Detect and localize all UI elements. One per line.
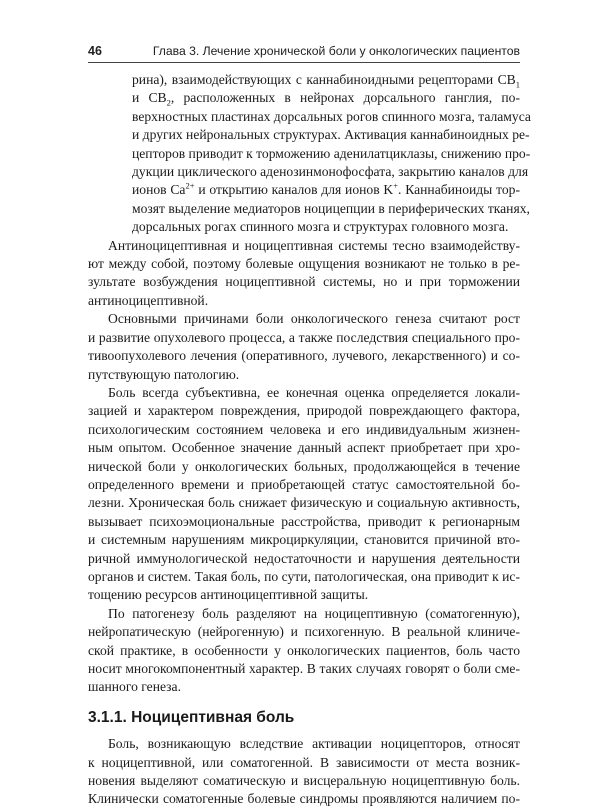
paragraph: Боль, возникающую вследствие активации ноцицепторов, относят к ноцицептивной, или соматогенной. В зависимости от места возник- новения выделяют соматическую и висцеральную ноцицептивную боль. Клинически соматогенные болевые синдромы проявляются наличием по-: [88, 736, 520, 807]
text-line: дукции циклического аденозинмонофосфата, закрытию каналов для: [132, 164, 529, 180]
paragraph: По патогенезу боль разделяют на ноцицептивную (соматогенную), нейропатическую (нейрогенную) и психогенную. В реальной клиниче- ской практике, в особенности у онкологических пациентов, боль часто носит многокомпонентный характер. В таких случаях говорят о боли сме- шанного генеза.: [88, 605, 520, 695]
text-line: ионов $Ca^{2+}$ и открытию каналов для ионов K+. Каннабиноиды тор-: [132, 180, 520, 198]
quote-block: [88, 71, 531, 237]
paragraph: Антиноцицептивная и ноцицептивная системы тесно взаимодейству- ют между собой, поэтому болевые ощущения возникают не только в ре- зультате возбуждения ноцицептивной системы, но и при торможении антиноцицептивной.: [88, 237, 520, 308]
text-line: и других нейрональных структурах. Активация каннабиноидных ре-: [132, 127, 530, 143]
page-body: [88, 71, 531, 809]
header-rule: [88, 62, 520, 63]
page-number: 46: [88, 44, 102, 58]
text-line: верхностных пластинах дорсальных рогов спинного мозга, таламуса: [132, 108, 531, 124]
running-header: [88, 44, 520, 58]
text-line: рина), взаимодействующих с каннабиноидными рецепторами $CB_1$: [132, 72, 520, 90]
text-line: цепторов приводит к торможению аденилатциклазы, снижению про-: [132, 145, 531, 161]
text-line: дорсальных рогах спинного мозга и структурах головного мозга.: [132, 219, 509, 235]
paragraph: Боль всегда субъективна, ее конечная оценка определяется локали- зацией и характером повреждения, природой повреждающего фактора, психологическим состоянием человека и его индивидуальным жизнен- ным опытом. Особенное значение данный аспект приобретает при хро- нической боли у онкологических больных, продолжающейся в течение определенного времени и приобретающей статус самостоятельной бо- лезни. Хроническая боль снижает физическую и социальную активность, вызывает психоэмоциональные расстройства, приводит к регионарным и системным нарушениям микроциркуляции, становится причиной вто- ричной иммунологической недостаточности и нарушения деятельности органов и систем. Такая боль, по сути, патологическая, она приводит к ис- тощению ресурсов антиноцицептивной защиты.: [88, 384, 520, 603]
text-line: мозят выделение медиаторов ноцицепции в периферических тканях,: [132, 200, 530, 216]
section-heading: 3.1.1. Ноцицептивная боль: [88, 708, 295, 726]
paragraph: Основными причинами боли онкологического генеза считают рост и развитие опухолевого процесса, а также последствия специального про- тивоопухолевого лечения (оперативного, лучевого, лекарственного) и со- путствующую патологию.: [88, 311, 520, 382]
chapter-title: Глава 3. Лечение хронической боли у онкологических пациентов: [152, 44, 520, 58]
text-line: и $CB_2$, расположенных в нейронах дорсального ганглия, по-: [132, 90, 520, 109]
